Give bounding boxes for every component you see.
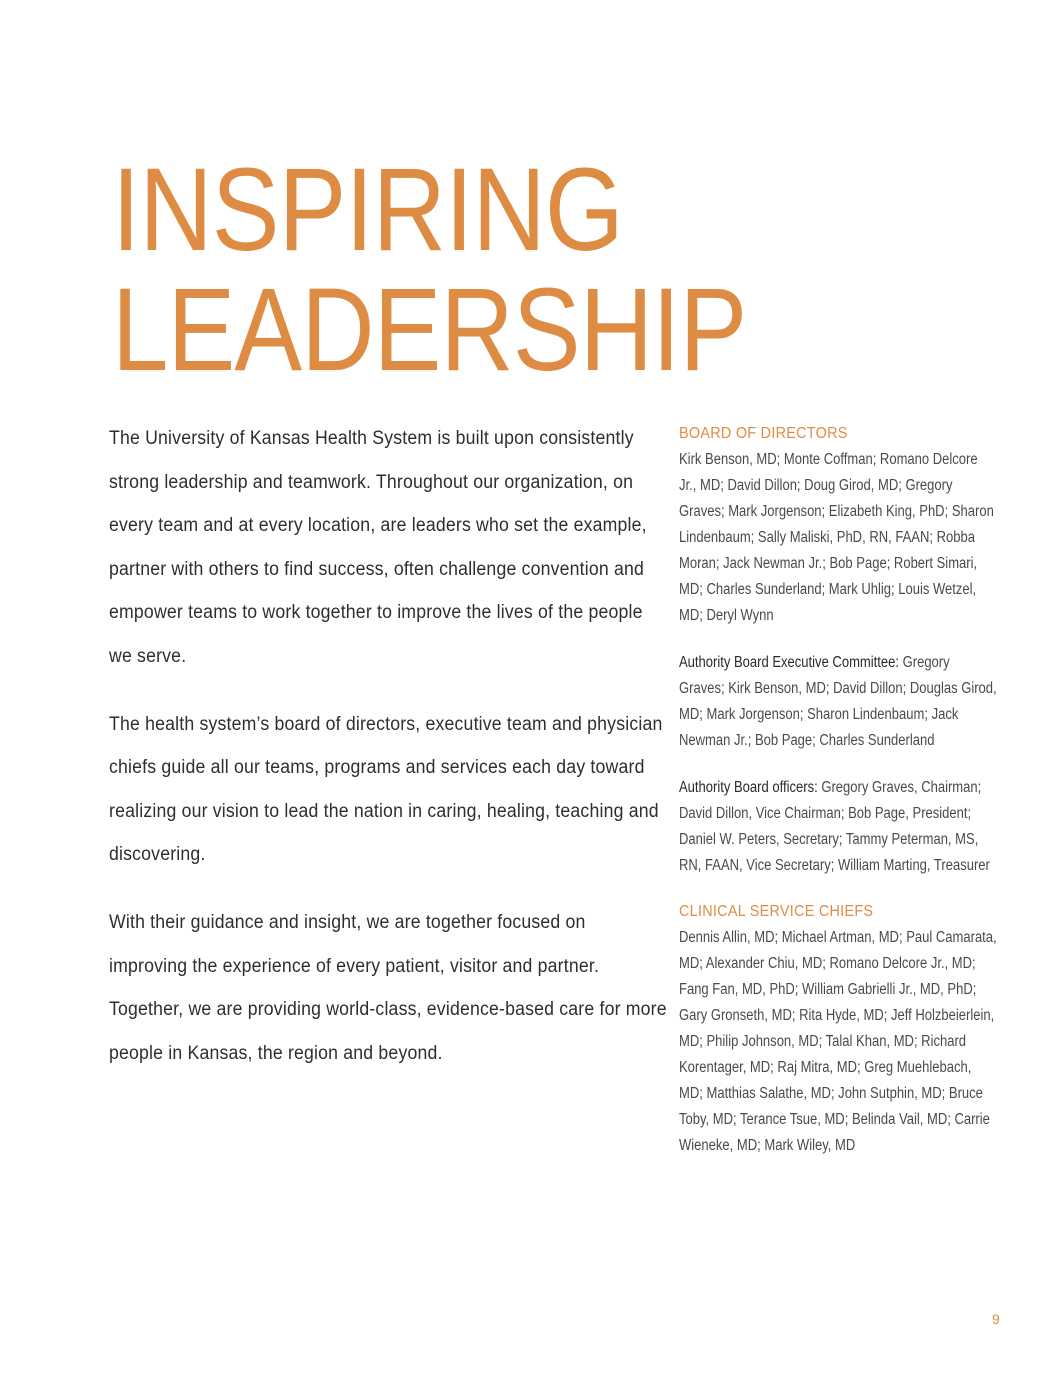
board-officers bbox=[679, 775, 998, 879]
title-line-2: LEADERSHIP bbox=[112, 264, 747, 396]
intro-paragraph-1: The University of Kansas Health System is built upon consistently strong leadership and teamwork. Throughout our organization, on every team and at every location, are leaders who set the example, partner with others to find success, often challenge convention and empower teams to work together to improve the lives of the people we serve. bbox=[109, 428, 647, 667]
board-members: Kirk Benson, MD; Monte Coffman; Romano Delcore Jr., MD; David Dillon; Doug Girod, MD; Gregory Graves; Mark Jorgenson; Elizabeth King, PhD; Sharon Lindenbaum; Sally Maliski, PhD, RN, FAAN; Robba Moran; Jack Newman Jr.; Bob Page; Robert Simari, MD; Charles Sunderland; Mark Uhlig; Louis Wetzel, MD; Deryl Wynn bbox=[679, 451, 994, 624]
intro-column bbox=[109, 417, 669, 1099]
board-heading: BOARD OF DIRECTORS bbox=[679, 425, 848, 442]
leadership-roster bbox=[679, 421, 1019, 1159]
intro-paragraph-3: With their guidance and insight, we are together focused on improving the experience of every patient, visitor and partner. Together, we are providing world-class, evidence-based care for more people in Kansas, the region and beyond. bbox=[109, 911, 667, 1064]
page-number: 9 bbox=[992, 1311, 1000, 1327]
title-line-1: INSPIRING bbox=[112, 144, 624, 276]
chiefs-members: Dennis Allin, MD; Michael Artman, MD; Paul Camarata, MD; Alexander Chiu, MD; Romano Delcore Jr., MD; Fang Fan, MD, PhD; William Gabrielli Jr., MD, PhD; Gary Gronseth, MD; Rita Hyde, MD; Jeff Holzbeierlein, MD; Philip Johnson, MD; Talal Khan, MD; Richard Korentager, MD; Raj Mitra, MD; Greg Muehlebach, MD; Matthias Salathe, MD; John Sutphin, MD; Bruce Toby, MD; Terance Tsue, MD; Belinda Vail, MD; Carrie Wieneke, MD; Mark Wiley, MD bbox=[679, 929, 997, 1154]
executive-committee-label: Authority Board Executive Committee: bbox=[679, 654, 899, 671]
page-title bbox=[112, 144, 747, 396]
executive-committee bbox=[679, 650, 998, 754]
executive-committee-members: Gregory Graves; Kirk Benson, MD; David Dillon; Douglas Girod, MD; Mark Jorgenson; Sharon Lindenbaum; Jack Newman Jr.; Bob Page; Charles Sunderland bbox=[679, 654, 997, 749]
board-officers-members: Gregory Graves, Chairman; David Dillon, Vice Chairman; Bob Page, President; Daniel W. Peters, Secretary; Tammy Peterman, MS, RN, FAAN, Vice Secretary; William Marting, Treasurer bbox=[679, 779, 990, 874]
board-officers-label: Authority Board officers: bbox=[679, 779, 818, 796]
intro-paragraph-2: The health system’s board of directors, executive team and physician chiefs guide all our teams, programs and services each day toward realizing our vision to lead the nation in caring, healing, teaching and discovering. bbox=[109, 713, 663, 866]
chiefs-heading: CLINICAL SERVICE CHIEFS bbox=[679, 903, 874, 920]
